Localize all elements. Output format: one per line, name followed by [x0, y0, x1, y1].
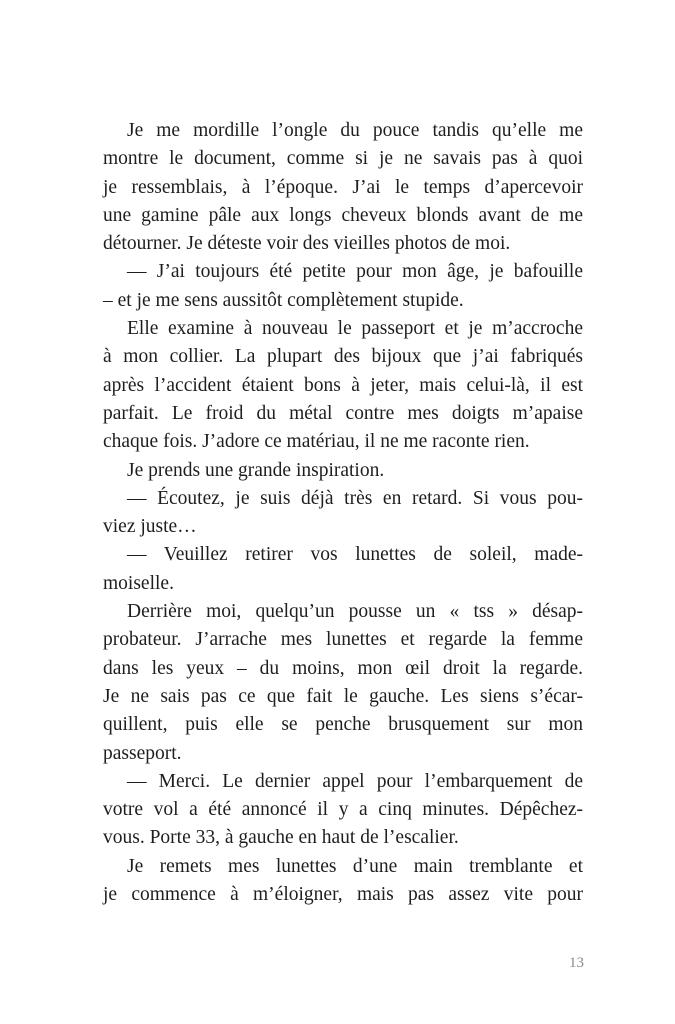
text-line: vous. Porte 33, à gauche en haut de l’escalier. [103, 827, 459, 849]
text-line: viez juste… [103, 516, 197, 538]
body-text [103, 117, 583, 909]
text-line: — Merci. Le dernier appel pour l’embarquement de [127, 770, 583, 792]
text-line: détourner. Je déteste voir des vieilles photos de moi. [103, 233, 511, 255]
text-line: quillent, puis elle se penche brusquement sur mon [103, 714, 583, 736]
text-line: Derrière moi, quelqu’un pousse un « tss » désap- [127, 601, 583, 623]
text-line: je commence à m’éloigner, mais pas assez vite pour [103, 884, 583, 906]
text-line: passeport. [103, 742, 182, 764]
text-line: je ressemblais, à l’époque. J’ai le temps d’apercevoir [103, 176, 583, 198]
text-line: montre le document, comme si je ne savais pas à quoi [103, 148, 583, 170]
text-line: — J’ai toujours été petite pour mon âge, je bafouille [127, 261, 583, 283]
page-number: 13 [569, 955, 584, 971]
text-line: Elle examine à nouveau le passeport et je m’accroche [127, 318, 583, 340]
text-line: chaque fois. J’adore ce matériau, il ne me raconte rien. [103, 431, 530, 453]
text-line: votre vol a été annoncé il y a cinq minutes. Dépêchez- [103, 799, 583, 821]
text-line: Je ne sais pas ce que fait le gauche. Les siens s’écar- [103, 685, 583, 707]
text-line: Je remets mes lunettes d’une main tremblante et [127, 855, 583, 877]
text-line: à mon collier. La plupart des bijoux que j’ai fabriqués [103, 346, 583, 368]
text-line: dans les yeux – du moins, mon œil droit la regarde. [103, 657, 583, 679]
text-line: moiselle. [103, 572, 174, 594]
text-line: Je prends une grande inspiration. [127, 459, 385, 481]
text-line: probateur. J’arrache mes lunettes et regarde la femme [103, 629, 583, 651]
text-line: Je me mordille l’ongle du pouce tandis qu’elle me [127, 120, 583, 141]
text-line: parfait. Le froid du métal contre mes doigts m’apaise [103, 402, 583, 424]
text-line: — Écoutez, je suis déjà très en retard. Si vous pou- [127, 487, 583, 509]
text-line: une gamine pâle aux longs cheveux blonds avant de me [103, 204, 583, 226]
text-line: – et je me sens aussitôt complètement stupide. [103, 289, 464, 311]
text-line: après l’accident étaient bons à jeter, mais celui-là, il est [103, 374, 583, 396]
text-line: — Veuillez retirer vos lunettes de soleil, made- [127, 544, 583, 566]
